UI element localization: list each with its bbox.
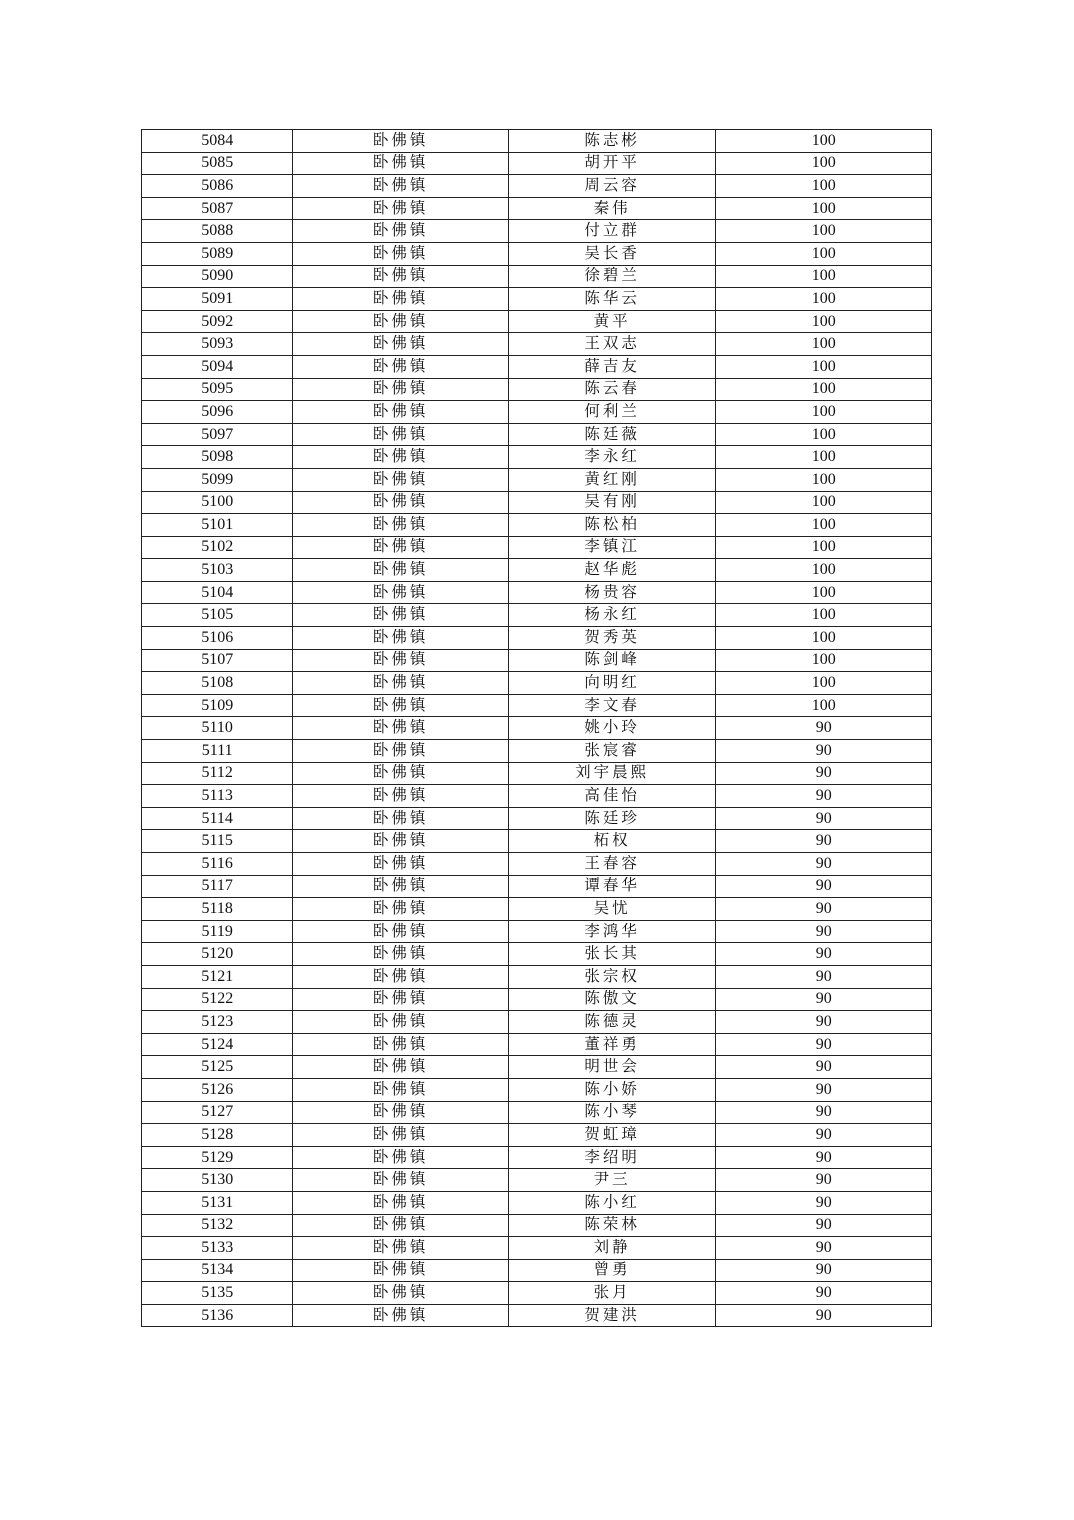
serial-number-cell: 5120	[142, 943, 293, 966]
table-row	[142, 559, 932, 582]
score-cell: 90	[716, 1056, 932, 1079]
town-cell: 卧佛镇	[293, 333, 509, 356]
serial-number-cell: 5102	[142, 536, 293, 559]
name-cell: 陈云春	[508, 378, 716, 401]
town-cell: 卧佛镇	[293, 988, 509, 1011]
table-row	[142, 830, 932, 853]
score-cell: 90	[716, 762, 932, 785]
town-cell: 卧佛镇	[293, 288, 509, 311]
serial-number-cell: 5115	[142, 830, 293, 853]
town-cell: 卧佛镇	[293, 604, 509, 627]
town-cell: 卧佛镇	[293, 943, 509, 966]
roster-table-body	[142, 130, 932, 1327]
name-cell: 尹三	[508, 1169, 716, 1192]
table-row	[142, 920, 932, 943]
serial-number-cell: 5099	[142, 468, 293, 491]
serial-number-cell: 5094	[142, 355, 293, 378]
table-row	[142, 1011, 932, 1034]
table-row	[142, 1033, 932, 1056]
name-cell: 张长其	[508, 943, 716, 966]
table-row	[142, 514, 932, 537]
score-cell: 100	[716, 288, 932, 311]
score-cell: 90	[716, 1101, 932, 1124]
town-cell: 卧佛镇	[293, 1282, 509, 1305]
town-cell: 卧佛镇	[293, 898, 509, 921]
serial-number-cell: 5126	[142, 1078, 293, 1101]
serial-number-cell: 5100	[142, 491, 293, 514]
table-row	[142, 310, 932, 333]
town-cell: 卧佛镇	[293, 355, 509, 378]
score-cell: 90	[716, 1078, 932, 1101]
name-cell: 贺虹璋	[508, 1124, 716, 1147]
town-cell: 卧佛镇	[293, 265, 509, 288]
table-row	[142, 1056, 932, 1079]
town-cell: 卧佛镇	[293, 785, 509, 808]
name-cell: 谭春华	[508, 875, 716, 898]
table-row	[142, 965, 932, 988]
score-cell: 90	[716, 943, 932, 966]
serial-number-cell: 5130	[142, 1169, 293, 1192]
town-cell: 卧佛镇	[293, 717, 509, 740]
name-cell: 陈荣林	[508, 1214, 716, 1237]
name-cell: 张月	[508, 1282, 716, 1305]
name-cell: 陈剑峰	[508, 649, 716, 672]
serial-number-cell: 5105	[142, 604, 293, 627]
table-row	[142, 581, 932, 604]
name-cell: 明世会	[508, 1056, 716, 1079]
town-cell: 卧佛镇	[293, 378, 509, 401]
name-cell: 陈小琴	[508, 1101, 716, 1124]
name-cell: 李文春	[508, 694, 716, 717]
name-cell: 贺秀英	[508, 627, 716, 650]
score-cell: 100	[716, 581, 932, 604]
town-cell: 卧佛镇	[293, 581, 509, 604]
score-cell: 100	[716, 220, 932, 243]
serial-number-cell: 5096	[142, 401, 293, 424]
serial-number-cell: 5116	[142, 853, 293, 876]
serial-number-cell: 5124	[142, 1033, 293, 1056]
name-cell: 杨永红	[508, 604, 716, 627]
score-cell: 100	[716, 401, 932, 424]
table-row	[142, 355, 932, 378]
score-cell: 100	[716, 175, 932, 198]
score-cell: 90	[716, 717, 932, 740]
town-cell: 卧佛镇	[293, 468, 509, 491]
name-cell: 徐碧兰	[508, 265, 716, 288]
score-cell: 100	[716, 672, 932, 695]
table-row	[142, 265, 932, 288]
name-cell: 刘宇晨熙	[508, 762, 716, 785]
table-row	[142, 875, 932, 898]
serial-number-cell: 5128	[142, 1124, 293, 1147]
serial-number-cell: 5129	[142, 1146, 293, 1169]
score-cell: 90	[716, 965, 932, 988]
table-row	[142, 175, 932, 198]
name-cell: 贺建洪	[508, 1304, 716, 1327]
name-cell: 陈廷薇	[508, 423, 716, 446]
town-cell: 卧佛镇	[293, 1124, 509, 1147]
serial-number-cell: 5110	[142, 717, 293, 740]
town-cell: 卧佛镇	[293, 1304, 509, 1327]
score-cell: 100	[716, 333, 932, 356]
score-cell: 90	[716, 1124, 932, 1147]
table-row	[142, 130, 932, 153]
serial-number-cell: 5136	[142, 1304, 293, 1327]
serial-number-cell: 5107	[142, 649, 293, 672]
serial-number-cell: 5106	[142, 627, 293, 650]
town-cell: 卧佛镇	[293, 627, 509, 650]
name-cell: 吴长香	[508, 242, 716, 265]
score-cell: 90	[716, 1304, 932, 1327]
table-row	[142, 152, 932, 175]
score-cell: 100	[716, 197, 932, 220]
table-row	[142, 468, 932, 491]
score-cell: 90	[716, 1191, 932, 1214]
serial-number-cell: 5133	[142, 1237, 293, 1260]
serial-number-cell: 5113	[142, 785, 293, 808]
score-cell: 100	[716, 242, 932, 265]
name-cell: 李绍明	[508, 1146, 716, 1169]
table-row	[142, 943, 932, 966]
roster-table	[141, 129, 932, 1327]
town-cell: 卧佛镇	[293, 559, 509, 582]
town-cell: 卧佛镇	[293, 1056, 509, 1079]
table-row	[142, 1169, 932, 1192]
table-row	[142, 785, 932, 808]
table-row	[142, 1124, 932, 1147]
name-cell: 付立群	[508, 220, 716, 243]
town-cell: 卧佛镇	[293, 807, 509, 830]
serial-number-cell: 5101	[142, 514, 293, 537]
score-cell: 100	[716, 536, 932, 559]
name-cell: 胡开平	[508, 152, 716, 175]
score-cell: 90	[716, 785, 932, 808]
town-cell: 卧佛镇	[293, 197, 509, 220]
town-cell: 卧佛镇	[293, 853, 509, 876]
score-cell: 100	[716, 491, 932, 514]
score-cell: 90	[716, 875, 932, 898]
name-cell: 薛吉友	[508, 355, 716, 378]
table-row	[142, 197, 932, 220]
table-row	[142, 1304, 932, 1327]
table-row	[142, 694, 932, 717]
name-cell: 王双志	[508, 333, 716, 356]
name-cell: 王春容	[508, 853, 716, 876]
town-cell: 卧佛镇	[293, 1078, 509, 1101]
table-row	[142, 1146, 932, 1169]
score-cell: 90	[716, 988, 932, 1011]
serial-number-cell: 5135	[142, 1282, 293, 1305]
serial-number-cell: 5088	[142, 220, 293, 243]
name-cell: 黄红刚	[508, 468, 716, 491]
name-cell: 陈傲文	[508, 988, 716, 1011]
table-row	[142, 378, 932, 401]
table-row	[142, 988, 932, 1011]
town-cell: 卧佛镇	[293, 175, 509, 198]
name-cell: 陈廷珍	[508, 807, 716, 830]
serial-number-cell: 5132	[142, 1214, 293, 1237]
town-cell: 卧佛镇	[293, 920, 509, 943]
table-row	[142, 1101, 932, 1124]
score-cell: 90	[716, 1214, 932, 1237]
table-row	[142, 401, 932, 424]
name-cell: 吴忧	[508, 898, 716, 921]
town-cell: 卧佛镇	[293, 242, 509, 265]
serial-number-cell: 5119	[142, 920, 293, 943]
name-cell: 高佳怡	[508, 785, 716, 808]
score-cell: 100	[716, 514, 932, 537]
serial-number-cell: 5093	[142, 333, 293, 356]
serial-number-cell: 5118	[142, 898, 293, 921]
table-row	[142, 649, 932, 672]
score-cell: 90	[716, 830, 932, 853]
town-cell: 卧佛镇	[293, 1033, 509, 1056]
score-cell: 100	[716, 468, 932, 491]
serial-number-cell: 5125	[142, 1056, 293, 1079]
table-row	[142, 220, 932, 243]
serial-number-cell: 5091	[142, 288, 293, 311]
town-cell: 卧佛镇	[293, 1259, 509, 1282]
table-row	[142, 491, 932, 514]
name-cell: 周云容	[508, 175, 716, 198]
town-cell: 卧佛镇	[293, 672, 509, 695]
score-cell: 90	[716, 853, 932, 876]
name-cell: 陈松柏	[508, 514, 716, 537]
score-cell: 100	[716, 694, 932, 717]
score-cell: 90	[716, 898, 932, 921]
table-row	[142, 288, 932, 311]
serial-number-cell: 5098	[142, 446, 293, 469]
name-cell: 柘权	[508, 830, 716, 853]
table-row	[142, 1078, 932, 1101]
score-cell: 90	[716, 807, 932, 830]
name-cell: 杨贵容	[508, 581, 716, 604]
town-cell: 卧佛镇	[293, 1169, 509, 1192]
score-cell: 90	[716, 1237, 932, 1260]
name-cell: 姚小玲	[508, 717, 716, 740]
serial-number-cell: 5104	[142, 581, 293, 604]
name-cell: 黄平	[508, 310, 716, 333]
serial-number-cell: 5108	[142, 672, 293, 695]
table-row	[142, 853, 932, 876]
serial-number-cell: 5123	[142, 1011, 293, 1034]
serial-number-cell: 5097	[142, 423, 293, 446]
name-cell: 刘静	[508, 1237, 716, 1260]
town-cell: 卧佛镇	[293, 1011, 509, 1034]
name-cell: 陈德灵	[508, 1011, 716, 1034]
name-cell: 张宗权	[508, 965, 716, 988]
name-cell: 李永红	[508, 446, 716, 469]
serial-number-cell: 5103	[142, 559, 293, 582]
town-cell: 卧佛镇	[293, 514, 509, 537]
name-cell: 曾勇	[508, 1259, 716, 1282]
serial-number-cell: 5095	[142, 378, 293, 401]
score-cell: 90	[716, 740, 932, 763]
serial-number-cell: 5117	[142, 875, 293, 898]
name-cell: 张宸睿	[508, 740, 716, 763]
table-row	[142, 762, 932, 785]
town-cell: 卧佛镇	[293, 740, 509, 763]
serial-number-cell: 5085	[142, 152, 293, 175]
score-cell: 100	[716, 265, 932, 288]
town-cell: 卧佛镇	[293, 1237, 509, 1260]
name-cell: 赵华彪	[508, 559, 716, 582]
score-cell: 100	[716, 130, 932, 153]
table-row	[142, 1214, 932, 1237]
table-row	[142, 807, 932, 830]
score-cell: 100	[716, 446, 932, 469]
town-cell: 卧佛镇	[293, 1101, 509, 1124]
table-row	[142, 717, 932, 740]
name-cell: 吴有刚	[508, 491, 716, 514]
table-row	[142, 740, 932, 763]
serial-number-cell: 5114	[142, 807, 293, 830]
town-cell: 卧佛镇	[293, 762, 509, 785]
table-row	[142, 242, 932, 265]
town-cell: 卧佛镇	[293, 536, 509, 559]
score-cell: 90	[716, 1146, 932, 1169]
serial-number-cell: 5111	[142, 740, 293, 763]
town-cell: 卧佛镇	[293, 830, 509, 853]
table-row	[142, 604, 932, 627]
serial-number-cell: 5092	[142, 310, 293, 333]
score-cell: 100	[716, 627, 932, 650]
score-cell: 100	[716, 604, 932, 627]
score-cell: 90	[716, 1282, 932, 1305]
serial-number-cell: 5122	[142, 988, 293, 1011]
serial-number-cell: 5109	[142, 694, 293, 717]
serial-number-cell: 5131	[142, 1191, 293, 1214]
town-cell: 卧佛镇	[293, 694, 509, 717]
serial-number-cell: 5112	[142, 762, 293, 785]
score-cell: 100	[716, 559, 932, 582]
table-row	[142, 446, 932, 469]
town-cell: 卧佛镇	[293, 446, 509, 469]
table-row	[142, 536, 932, 559]
name-cell: 陈小红	[508, 1191, 716, 1214]
table-row	[142, 333, 932, 356]
serial-number-cell: 5086	[142, 175, 293, 198]
table-row	[142, 627, 932, 650]
score-cell: 90	[716, 920, 932, 943]
score-cell: 100	[716, 378, 932, 401]
serial-number-cell: 5134	[142, 1259, 293, 1282]
table-row	[142, 1191, 932, 1214]
name-cell: 陈小娇	[508, 1078, 716, 1101]
town-cell: 卧佛镇	[293, 875, 509, 898]
name-cell: 向明红	[508, 672, 716, 695]
serial-number-cell: 5089	[142, 242, 293, 265]
name-cell: 董祥勇	[508, 1033, 716, 1056]
serial-number-cell: 5090	[142, 265, 293, 288]
name-cell: 李鸿华	[508, 920, 716, 943]
score-cell: 90	[716, 1259, 932, 1282]
table-row	[142, 898, 932, 921]
serial-number-cell: 5087	[142, 197, 293, 220]
score-cell: 100	[716, 649, 932, 672]
table-row	[142, 1282, 932, 1305]
town-cell: 卧佛镇	[293, 1214, 509, 1237]
table-row	[142, 423, 932, 446]
table-row	[142, 1237, 932, 1260]
town-cell: 卧佛镇	[293, 152, 509, 175]
score-cell: 100	[716, 310, 932, 333]
town-cell: 卧佛镇	[293, 310, 509, 333]
score-cell: 100	[716, 355, 932, 378]
table-row	[142, 1259, 932, 1282]
serial-number-cell: 5121	[142, 965, 293, 988]
name-cell: 秦伟	[508, 197, 716, 220]
table-row	[142, 672, 932, 695]
town-cell: 卧佛镇	[293, 130, 509, 153]
town-cell: 卧佛镇	[293, 401, 509, 424]
town-cell: 卧佛镇	[293, 1191, 509, 1214]
score-cell: 100	[716, 152, 932, 175]
score-cell: 90	[716, 1011, 932, 1034]
serial-number-cell: 5084	[142, 130, 293, 153]
town-cell: 卧佛镇	[293, 965, 509, 988]
score-cell: 90	[716, 1033, 932, 1056]
serial-number-cell: 5127	[142, 1101, 293, 1124]
town-cell: 卧佛镇	[293, 423, 509, 446]
score-cell: 90	[716, 1169, 932, 1192]
name-cell: 何利兰	[508, 401, 716, 424]
town-cell: 卧佛镇	[293, 1146, 509, 1169]
town-cell: 卧佛镇	[293, 491, 509, 514]
name-cell: 陈志彬	[508, 130, 716, 153]
name-cell: 李镇江	[508, 536, 716, 559]
score-cell: 100	[716, 423, 932, 446]
town-cell: 卧佛镇	[293, 220, 509, 243]
name-cell: 陈华云	[508, 288, 716, 311]
town-cell: 卧佛镇	[293, 649, 509, 672]
